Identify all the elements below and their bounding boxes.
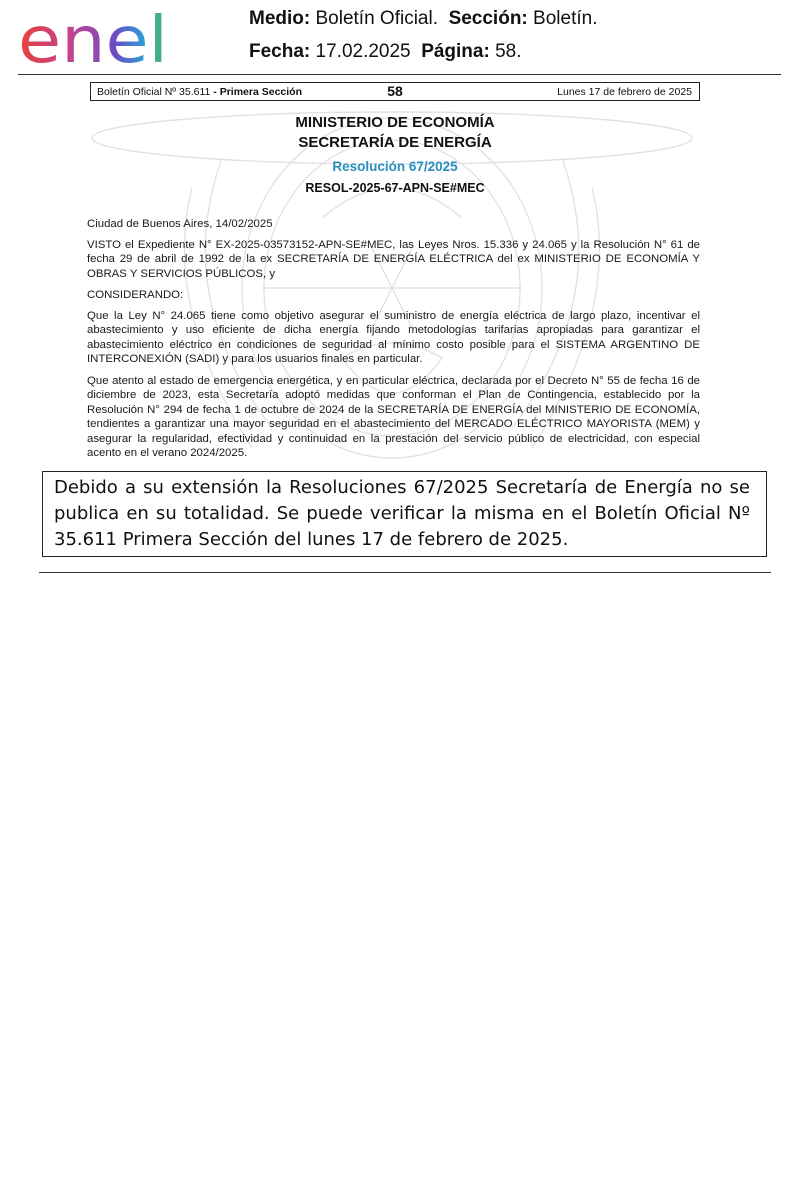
- resolution-code: RESOL-2025-67-APN-SE#MEC: [305, 181, 485, 195]
- considerando-heading: CONSIDERANDO:: [87, 289, 184, 301]
- bulletin-page-number: 58: [387, 83, 403, 99]
- bulletin-date: Lunes 17 de febrero de 2025: [557, 86, 692, 98]
- considerando-paragraph-2: Que atento al estado de emergencia energética, y en particular eléctrica, declarada por el Decreto N° 55 de fecha 16 de diciembre de 2023, esta Secretaría adoptó medidas que conforman el Plan de Contingencia, establecido por la Resolución N° 294 de fecha 1 de octubre de 2024 de la SECRETARÍA DE ENERGÍA del MINISTERIO DE ECONOMÍA, tendientes a garantizar una mayor seguridad en el abastecimiento del MERCADO ELÉCTRICO MAYORISTA (MEM) y asegurar la regularidad, efectividad y continuidad en la prestación del servicio público de electricidad, con especial acento en el verano 2024/2025.: [87, 375, 700, 460]
- footer-divider: [39, 572, 771, 573]
- medio-label: Medio:: [249, 8, 311, 29]
- visto-paragraph: VISTO el Expediente N° EX-2025-03573152-APN-SE#MEC, las Leyes Nros. 15.336 y 24.065 y la Resolución N° 61 de fecha 29 de abril de 1992 de la ex SECRETARÍA DE ENERGÍA ELÉCTRICA del ex MINISTERIO DE ECONOMÍA Y OBRAS Y SERVICIOS PÚBLICOS, y: [87, 239, 700, 280]
- enel-logo: [18, 10, 170, 68]
- meta-fecha-pagina: [249, 41, 522, 63]
- publication-note: Debido a su extensión la Resoluciones 67/2025 Secretaría de Energía no se publica en su totalidad. Se puede verificar la misma en el Boletín Oficial Nº 35.611 Primera Sección del lunes 17 de febrero de 2025.: [42, 471, 767, 557]
- city-date: Ciudad de Buenos Aires, 14/02/2025: [87, 218, 273, 230]
- ministry-title: MINISTERIO DE ECONOMÍA: [295, 114, 495, 131]
- meta-medio-seccion: [249, 8, 597, 30]
- fecha-value: 17.02.2025: [315, 41, 411, 62]
- bulletin-edition: Boletín Oficial Nº 35.611 - Primera Sección: [97, 86, 302, 98]
- pagina-label: Página:: [421, 41, 490, 62]
- secretaria-title: SECRETARÍA DE ENERGÍA: [298, 134, 492, 151]
- considerando-paragraph-1: Que la Ley N° 24.065 tiene como objetivo asegurar el suministro de energía eléctrica de largo plazo, incentivar el abastecimiento y uso eficiente de dicha energía fijando metodologías tarifarias apropiadas para garantizar el abastecimiento eléctrico en condiciones de seguridad al mínimo costo posible para el SISTEMA ARGENTINO DE INTERCONEXIÓN (SADI) y para los usuarios finales en particular.: [87, 310, 700, 366]
- medio-value: Boletín Oficial.: [315, 8, 438, 29]
- seccion-value: Boletín.: [533, 8, 598, 29]
- pagina-value: 58.: [495, 41, 522, 62]
- seccion-label: Sección:: [448, 8, 528, 29]
- fecha-label: Fecha:: [249, 41, 311, 62]
- header-divider: [18, 74, 781, 75]
- bulletin-header: [90, 82, 700, 101]
- resolution-title: Resolución 67/2025: [332, 159, 458, 174]
- svg-text:enel: enel: [18, 10, 169, 68]
